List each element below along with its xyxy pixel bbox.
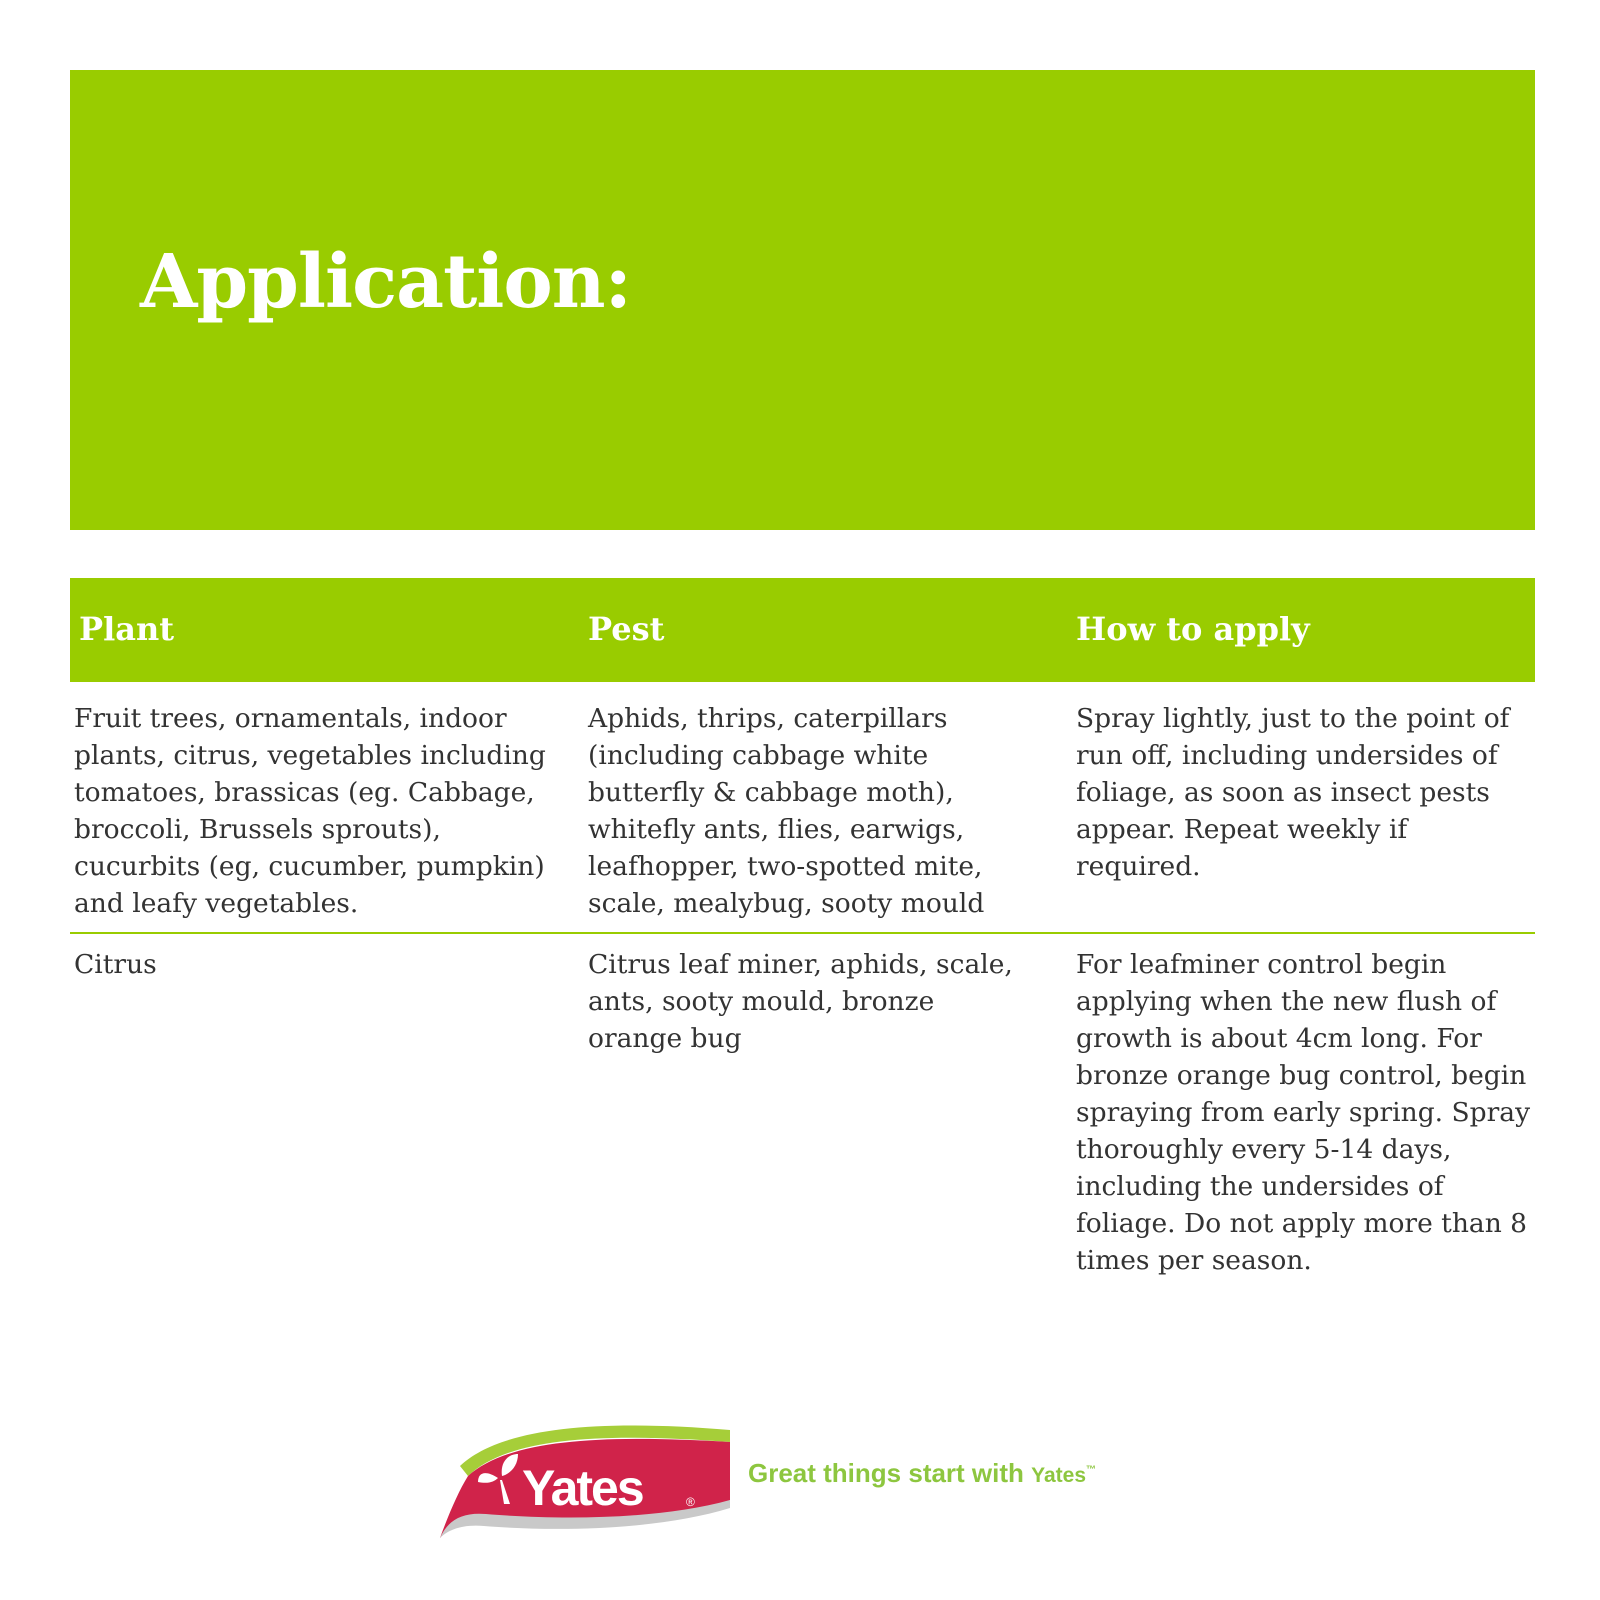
cell-how-to-apply: For leafminer control begin applying when the new flush of growth is about 4cm long. For bronze orange bug control, begin spraying from early spring. Spray thoroughly every 5-14 days, including the undersides of foliage. Do not apply more than 8 times per season. — [1076, 949, 1531, 1276]
tagline-prefix: Great things start with — [748, 1458, 1032, 1488]
tagline — [748, 1458, 1096, 1489]
table-row — [70, 682, 1535, 934]
registered-mark: ® — [686, 1495, 695, 1509]
cell-pest: Citrus leaf miner, aphids, scale, ants, sooty mould, bronze orange bug — [588, 949, 1013, 1054]
cell-plant: Fruit trees, ornamentals, indoor plants, citrus, vegetables including tomatoes, brassicas (eg. Cabbage, broccoli, Brussels sprouts), cucurbits (eg, cucumber, pumpkin) and leafy vegetables. — [74, 703, 546, 919]
application-table — [70, 578, 1535, 1304]
page-title: Application: — [140, 239, 631, 325]
cell-how-to-apply: Spray lightly, just to the point of run off, including undersides of foliage, as soon as insect pests appear. Repeat weekly if required. — [1076, 703, 1510, 882]
logo-wordmark: Yates — [522, 1460, 643, 1516]
footer — [438, 1420, 1138, 1540]
yates-logo — [438, 1420, 738, 1540]
column-header-plant: Plant — [79, 610, 174, 648]
table-header — [70, 578, 1535, 682]
cell-pest: Aphids, thrips, caterpillars (including cabbage white butterfly & cabbage moth), whitefly ants, flies, earwigs, leafhopper, two-spotted mite, scale, mealybug, sooty mould — [588, 703, 985, 919]
table-row — [70, 934, 1535, 1304]
trademark-mark: ™ — [1086, 1464, 1097, 1476]
hero-banner — [70, 70, 1535, 530]
column-header-how-to-apply: How to apply — [1076, 610, 1310, 648]
cell-plant: Citrus — [74, 949, 157, 980]
tagline-brand: Yates — [1031, 1464, 1087, 1487]
column-header-pest: Pest — [588, 610, 665, 648]
